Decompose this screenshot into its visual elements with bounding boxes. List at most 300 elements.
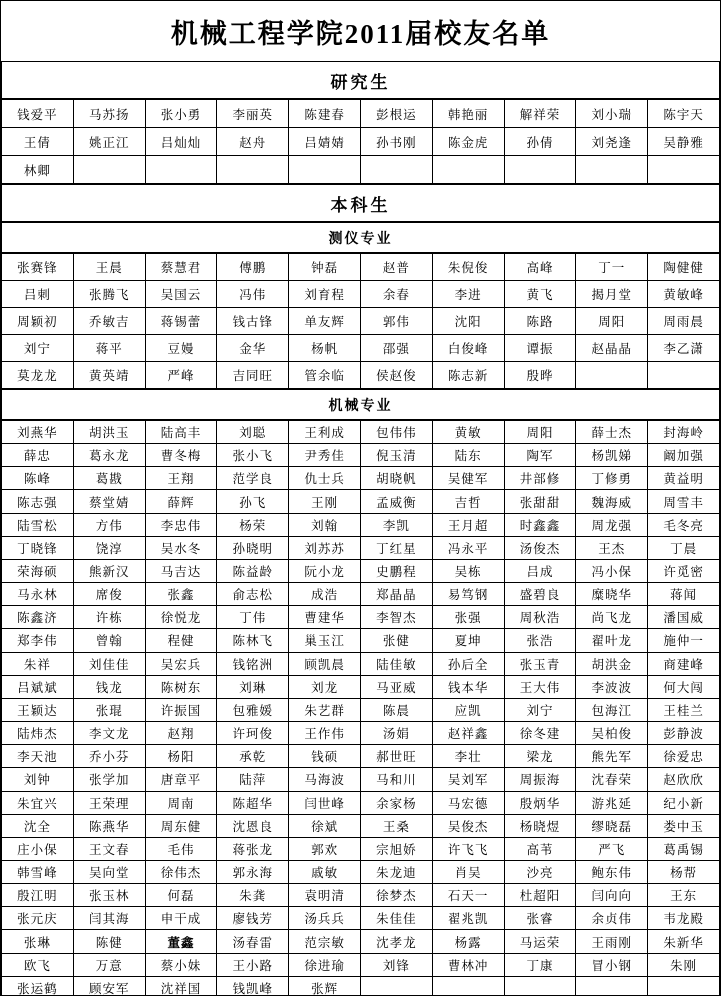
name-cell: 周东健: [145, 814, 217, 837]
name-cell: 俞志松: [217, 583, 289, 606]
name-cell: 严峰: [145, 362, 217, 389]
name-cell: 包海江: [576, 698, 648, 721]
name-cell: 陈建春: [289, 100, 361, 128]
name-cell: 李波波: [576, 675, 648, 698]
name-cell: 许飞飞: [432, 837, 504, 860]
name-cell: 汤春雷: [217, 930, 289, 953]
name-cell: 黄益明: [648, 467, 720, 490]
name-cell: 蔡堂婧: [73, 490, 145, 513]
name-cell: 饶淳: [73, 536, 145, 559]
name-cell: 沙亮: [504, 860, 576, 883]
name-cell: 韩艳丽: [432, 100, 504, 128]
table-row: [2, 953, 720, 976]
name-cell: 顾凯晨: [289, 652, 361, 675]
name-cell: 张辉: [289, 976, 361, 996]
name-cell: 宗旭娇: [360, 837, 432, 860]
name-cell: 缪晓磊: [576, 814, 648, 837]
name-cell: 徐悦龙: [145, 606, 217, 629]
name-cell: 张腾飞: [73, 281, 145, 308]
name-cell: 高苇: [504, 837, 576, 860]
name-cell: 熊新汉: [73, 559, 145, 582]
name-cell: 孙飞: [217, 490, 289, 513]
name-cell: 李丽英: [217, 100, 289, 128]
name-cell: 杨晓煜: [504, 814, 576, 837]
name-cell: 王晨: [73, 254, 145, 281]
name-cell: 闫其海: [73, 907, 145, 930]
name-cell: 张琨: [73, 698, 145, 721]
empty-cell: [289, 156, 361, 184]
name-cell: 姚正江: [73, 128, 145, 156]
empty-cell: [576, 156, 648, 184]
name-cell: 王桑: [360, 814, 432, 837]
name-cell: 陈峰: [2, 467, 74, 490]
name-cell: 陈林飞: [217, 629, 289, 652]
name-cell: 丁一: [576, 254, 648, 281]
table-row: [2, 652, 720, 675]
table-row: [2, 675, 720, 698]
name-cell: 周龙强: [576, 513, 648, 536]
name-cell: 丁伟: [217, 606, 289, 629]
empty-cell: [648, 976, 720, 996]
table-row: [2, 814, 720, 837]
name-cell: 余家杨: [360, 791, 432, 814]
name-cell: 钱凯峰: [217, 976, 289, 996]
name-cell: 许振国: [145, 698, 217, 721]
name-cell: 吴栋: [432, 559, 504, 582]
table-row: [2, 156, 720, 184]
name-cell: 庄小保: [2, 837, 74, 860]
name-cell: 马苏扬: [73, 100, 145, 128]
table-row: [2, 490, 720, 513]
table-row: [2, 722, 720, 745]
name-cell: 钱古锋: [217, 308, 289, 335]
name-cell: 王刚: [289, 490, 361, 513]
name-cell: 朱宜兴: [2, 791, 74, 814]
name-cell: 曾翰: [73, 629, 145, 652]
graduate-names-table: [1, 99, 720, 184]
name-cell: 吕斌斌: [2, 675, 74, 698]
name-cell: 陶军: [504, 444, 576, 467]
name-cell: 倪玉清: [360, 444, 432, 467]
name-cell: 朱新华: [648, 930, 720, 953]
name-cell: 董鑫: [145, 930, 217, 953]
table-row: [2, 467, 720, 490]
name-cell: 沈孝龙: [360, 930, 432, 953]
name-cell: 陆炜杰: [2, 722, 74, 745]
name-cell: 王利成: [289, 421, 361, 444]
name-cell: 承乾: [217, 745, 289, 768]
name-cell: 吴宏兵: [145, 652, 217, 675]
name-cell: 乔小芬: [73, 745, 145, 768]
name-cell: 王月超: [432, 513, 504, 536]
name-cell: 尚飞龙: [576, 606, 648, 629]
name-cell: 赵欣欣: [648, 768, 720, 791]
name-cell: 杨阳: [145, 745, 217, 768]
name-cell: 周雨晨: [648, 308, 720, 335]
empty-cell: [576, 362, 648, 389]
name-cell: 范宗敏: [289, 930, 361, 953]
name-cell: 朱刚: [648, 953, 720, 976]
name-cell: 陈宇天: [648, 100, 720, 128]
table-row: [2, 629, 720, 652]
name-cell: 应凯: [432, 698, 504, 721]
name-cell: 李进: [432, 281, 504, 308]
table-row: [2, 837, 720, 860]
name-cell: 刘龙: [289, 675, 361, 698]
name-cell: 韩雪峰: [2, 860, 74, 883]
name-cell: 胡晓帆: [360, 467, 432, 490]
name-cell: 沈全: [2, 814, 74, 837]
name-cell: 申干成: [145, 907, 217, 930]
name-cell: 何磊: [145, 884, 217, 907]
name-cell: 赵普: [360, 254, 432, 281]
name-cell: 李乙潇: [648, 335, 720, 362]
name-cell: 孙书刚: [360, 128, 432, 156]
name-cell: 朱倪俊: [432, 254, 504, 281]
name-cell: 张玉林: [73, 884, 145, 907]
table-row: [2, 884, 720, 907]
name-cell: 陆佳敏: [360, 652, 432, 675]
empty-cell: [360, 156, 432, 184]
name-cell: 陈金虎: [432, 128, 504, 156]
name-cell: 赵舟: [217, 128, 289, 156]
name-cell: 朱龚: [217, 884, 289, 907]
name-cell: 包伟伟: [360, 421, 432, 444]
name-cell: 莫龙龙: [2, 362, 74, 389]
name-cell: 仇士兵: [289, 467, 361, 490]
table-row: [2, 930, 720, 953]
name-cell: 傅鹏: [217, 254, 289, 281]
name-cell: 殷炳华: [504, 791, 576, 814]
name-cell: 刘聪: [217, 421, 289, 444]
name-cell: 戚敏: [289, 860, 361, 883]
name-cell: 郑李伟: [2, 629, 74, 652]
name-cell: 王小路: [217, 953, 289, 976]
name-cell: 吴刘军: [432, 768, 504, 791]
name-cell: 邵强: [360, 335, 432, 362]
name-cell: 井部修: [504, 467, 576, 490]
name-cell: 沈阳: [432, 308, 504, 335]
name-cell: 薛忠: [2, 444, 74, 467]
name-cell: 施仲一: [648, 629, 720, 652]
name-cell: 王桂兰: [648, 698, 720, 721]
name-cell: 彭根运: [360, 100, 432, 128]
name-cell: 李凯: [360, 513, 432, 536]
name-cell: 黄敏: [432, 421, 504, 444]
name-cell: 刘佳佳: [73, 652, 145, 675]
name-cell: 郝世旺: [360, 745, 432, 768]
name-cell: 马永林: [2, 583, 74, 606]
name-cell: 马吉达: [145, 559, 217, 582]
section-header-ceyi-major: 测仪专业: [1, 222, 720, 253]
name-cell: 王杰: [576, 536, 648, 559]
name-cell: 林卿: [2, 156, 74, 184]
name-cell: 徐伟杰: [145, 860, 217, 883]
name-cell: 陈树东: [145, 675, 217, 698]
name-cell: 赵晶晶: [576, 335, 648, 362]
name-cell: 肖吴: [432, 860, 504, 883]
name-cell: 张浩: [504, 629, 576, 652]
name-cell: 周振海: [504, 768, 576, 791]
table-row: [2, 308, 720, 335]
name-cell: 范学良: [217, 467, 289, 490]
name-cell: 盛碧良: [504, 583, 576, 606]
name-cell: 徐冬建: [504, 722, 576, 745]
name-cell: 钱爱平: [2, 100, 74, 128]
name-cell: 许栋: [73, 606, 145, 629]
table-row: [2, 100, 720, 128]
name-cell: 马海波: [289, 768, 361, 791]
name-cell: 闫向向: [576, 884, 648, 907]
name-cell: 蒋平: [73, 335, 145, 362]
name-cell: 阮小龙: [289, 559, 361, 582]
name-cell: 张玉青: [504, 652, 576, 675]
name-cell: 陈益龄: [217, 559, 289, 582]
name-cell: 娄中玉: [648, 814, 720, 837]
name-cell: 钱本华: [432, 675, 504, 698]
empty-cell: [432, 156, 504, 184]
name-cell: 徐梦杰: [360, 884, 432, 907]
name-cell: 陈超华: [217, 791, 289, 814]
empty-cell: [360, 976, 432, 996]
name-cell: 葛永龙: [73, 444, 145, 467]
name-cell: 陈健: [73, 930, 145, 953]
name-cell: 时鑫鑫: [504, 513, 576, 536]
name-cell: 夏坤: [432, 629, 504, 652]
name-cell: 杜超阳: [504, 884, 576, 907]
name-cell: 糜晓华: [576, 583, 648, 606]
name-cell: 成浩: [289, 583, 361, 606]
name-cell: 石天一: [432, 884, 504, 907]
name-cell: 游兆延: [576, 791, 648, 814]
name-cell: 顾安军: [73, 976, 145, 996]
name-cell: 吕刺: [2, 281, 74, 308]
page-title: 机械工程学院2011届校友名单: [170, 18, 551, 49]
name-cell: 汤娟: [360, 722, 432, 745]
name-cell: 周南: [145, 791, 217, 814]
name-cell: 钱龙: [73, 675, 145, 698]
name-cell: 刘育程: [289, 281, 361, 308]
name-cell: 薛辉: [145, 490, 217, 513]
name-cell: 熊先军: [576, 745, 648, 768]
table-row: [2, 698, 720, 721]
name-cell: 王颖达: [2, 698, 74, 721]
name-cell: 鲍东伟: [576, 860, 648, 883]
name-cell: 谭振: [504, 335, 576, 362]
name-cell: 刘宁: [504, 698, 576, 721]
name-cell: 刘锋: [360, 953, 432, 976]
name-cell: 殷晔: [504, 362, 576, 389]
name-cell: 李壮: [432, 745, 504, 768]
name-cell: 周阳: [576, 308, 648, 335]
empty-cell: [504, 156, 576, 184]
table-row: [2, 791, 720, 814]
table-row: [2, 421, 720, 444]
name-cell: 杨露: [432, 930, 504, 953]
table-row: [2, 335, 720, 362]
section-header-undergraduate: 本科生: [1, 184, 720, 222]
name-cell: 阚加强: [648, 444, 720, 467]
name-cell: 胡洪玉: [73, 421, 145, 444]
name-cell: 沈春荣: [576, 768, 648, 791]
name-cell: 张小勇: [145, 100, 217, 128]
name-cell: 刘翰: [289, 513, 361, 536]
name-cell: 蒋锡蕾: [145, 308, 217, 335]
name-cell: 曹建华: [289, 606, 361, 629]
name-cell: 陆高丰: [145, 421, 217, 444]
name-cell: 殷江明: [2, 884, 74, 907]
name-cell: 翟叶龙: [576, 629, 648, 652]
name-cell: 彭静波: [648, 722, 720, 745]
name-cell: 包雅媛: [217, 698, 289, 721]
name-cell: 王雨刚: [576, 930, 648, 953]
name-cell: 王文春: [73, 837, 145, 860]
name-cell: 李智杰: [360, 606, 432, 629]
empty-cell: [145, 156, 217, 184]
name-cell: 黄英靖: [73, 362, 145, 389]
name-cell: 朱艺群: [289, 698, 361, 721]
name-cell: 胡洪金: [576, 652, 648, 675]
name-cell: 曹冬梅: [145, 444, 217, 467]
name-cell: 巢玉江: [289, 629, 361, 652]
name-cell: 吴向堂: [73, 860, 145, 883]
name-cell: 吉哲: [432, 490, 504, 513]
name-cell: 陆雪松: [2, 513, 74, 536]
name-cell: 刘琳: [217, 675, 289, 698]
name-cell: 蒋张龙: [217, 837, 289, 860]
name-cell: 王大伟: [504, 675, 576, 698]
name-cell: 陈鑫济: [2, 606, 74, 629]
name-cell: 汤兵兵: [289, 907, 361, 930]
name-cell: 沈祥国: [145, 976, 217, 996]
name-cell: 丁晓锋: [2, 536, 74, 559]
name-cell: 郭伟: [360, 308, 432, 335]
name-cell: 张小飞: [217, 444, 289, 467]
name-cell: 周颖初: [2, 308, 74, 335]
name-cell: 史鹏程: [360, 559, 432, 582]
name-cell: 蔡小妹: [145, 953, 217, 976]
name-cell: 周秋浩: [504, 606, 576, 629]
name-cell: 尹秀佳: [289, 444, 361, 467]
name-cell: 黄敏峰: [648, 281, 720, 308]
name-cell: 李天池: [2, 745, 74, 768]
name-cell: 万意: [73, 953, 145, 976]
name-cell: 乔敏吉: [73, 308, 145, 335]
name-cell: 余春: [360, 281, 432, 308]
table-row: [2, 583, 720, 606]
name-cell: 孙后全: [432, 652, 504, 675]
name-cell: 薛士杰: [576, 421, 648, 444]
name-cell: 席俊: [73, 583, 145, 606]
name-cell: 孟威衡: [360, 490, 432, 513]
name-cell: 袁明清: [289, 884, 361, 907]
empty-cell: [217, 156, 289, 184]
name-cell: 马运荣: [504, 930, 576, 953]
table-row: [2, 559, 720, 582]
name-cell: 朱祥: [2, 652, 74, 675]
name-cell: 汤俊杰: [504, 536, 576, 559]
table-row: [2, 281, 720, 308]
name-cell: 单友辉: [289, 308, 361, 335]
name-cell: 周雪丰: [648, 490, 720, 513]
name-cell: 陆东: [432, 444, 504, 467]
name-cell: 陶健健: [648, 254, 720, 281]
name-cell: 张学加: [73, 768, 145, 791]
name-cell: 刘钟: [2, 768, 74, 791]
name-cell: 冯永平: [432, 536, 504, 559]
name-cell: 刘苏苏: [289, 536, 361, 559]
name-cell: 吴柏俊: [576, 722, 648, 745]
table-row: [2, 362, 720, 389]
name-cell: 揭月堂: [576, 281, 648, 308]
table-row: [2, 128, 720, 156]
name-cell: 何大闯: [648, 675, 720, 698]
name-cell: 刘尧逢: [576, 128, 648, 156]
name-cell: 李忠伟: [145, 513, 217, 536]
name-cell: 吴国云: [145, 281, 217, 308]
name-cell: 张运鹤: [2, 976, 74, 996]
name-cell: 方伟: [73, 513, 145, 536]
name-cell: 张健: [360, 629, 432, 652]
name-cell: 曹林冲: [432, 953, 504, 976]
name-cell: 杨帮: [648, 860, 720, 883]
name-cell: 张鑫: [145, 583, 217, 606]
name-cell: 徐爱忠: [648, 745, 720, 768]
name-cell: 马和川: [360, 768, 432, 791]
ceyi-major-names-table: [1, 253, 720, 389]
table-row: [2, 860, 720, 883]
empty-cell: [648, 156, 720, 184]
name-cell: 王翔: [145, 467, 217, 490]
name-cell: 刘小瑞: [576, 100, 648, 128]
name-cell: 易笃钢: [432, 583, 504, 606]
name-cell: 王倩: [2, 128, 74, 156]
empty-cell: [432, 976, 504, 996]
name-cell: 毛冬亮: [648, 513, 720, 536]
name-cell: 吕灿灿: [145, 128, 217, 156]
name-cell: 冯小保: [576, 559, 648, 582]
name-cell: 丁修勇: [576, 467, 648, 490]
name-cell: 赵祥鑫: [432, 722, 504, 745]
name-cell: 钱铭洲: [217, 652, 289, 675]
name-cell: 周阳: [504, 421, 576, 444]
name-cell: 陈志强: [2, 490, 74, 513]
name-cell: 吕婧婧: [289, 128, 361, 156]
name-cell: 闫世峰: [289, 791, 361, 814]
name-cell: 丁康: [504, 953, 576, 976]
name-cell: 杨帆: [289, 335, 361, 362]
name-cell: 梁龙: [504, 745, 576, 768]
name-cell: 丁晨: [648, 536, 720, 559]
empty-cell: [648, 362, 720, 389]
name-cell: 钟磊: [289, 254, 361, 281]
empty-cell: [576, 976, 648, 996]
name-cell: 吴水冬: [145, 536, 217, 559]
section-header-jixie-major: 机械专业: [1, 389, 720, 420]
table-row: [2, 513, 720, 536]
name-cell: 孙倩: [504, 128, 576, 156]
section-header-graduate: 研究生: [1, 61, 720, 99]
name-cell: 封海岭: [648, 421, 720, 444]
name-cell: 纪小新: [648, 791, 720, 814]
name-cell: 程健: [145, 629, 217, 652]
name-cell: 吕成: [504, 559, 576, 582]
name-cell: 张甜甜: [504, 490, 576, 513]
empty-cell: [73, 156, 145, 184]
name-cell: 管余临: [289, 362, 361, 389]
name-cell: 葛禹锡: [648, 837, 720, 860]
name-cell: 葛戡: [73, 467, 145, 490]
